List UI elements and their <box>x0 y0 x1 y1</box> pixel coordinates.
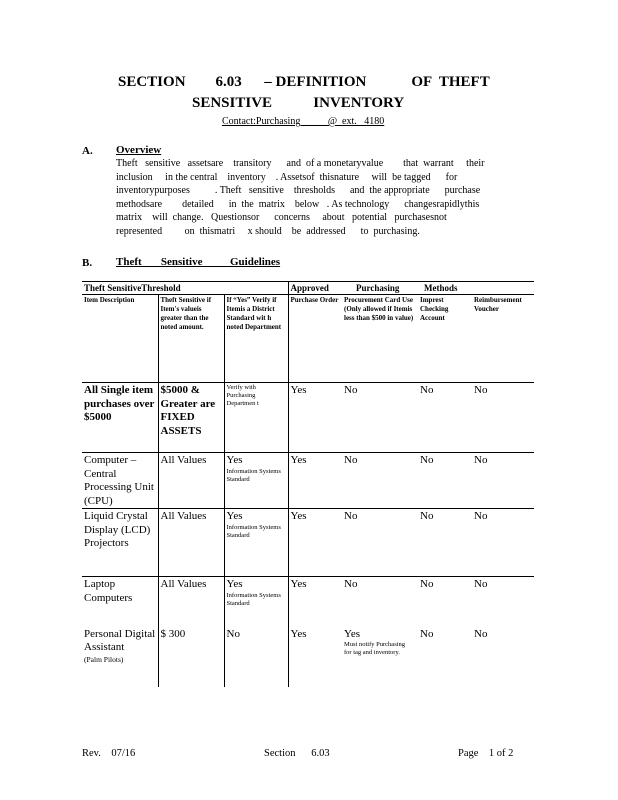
cell-po: Yes <box>288 383 342 453</box>
cell-item: All Single item purchases over $5000 <box>82 383 158 453</box>
overview-line: Theft sensitive assetsare transitory and of a monetaryvalue that warrant their <box>116 158 485 169</box>
cell-imprest: No <box>418 383 472 453</box>
cell-item-text: Personal Digital Assistant <box>84 627 156 653</box>
col-header-verify: If “Yes” Verify if Itemis a District Standard wit h noted Department <box>224 295 288 383</box>
cell-item: Laptop Computers <box>84 578 133 604</box>
cell-item <box>82 627 158 687</box>
col-header-threshold: Theft Sensitive if Item's valueis greater than the noted amount. <box>158 295 224 383</box>
overview-letter: A. <box>82 145 93 157</box>
overview-heading: Overview <box>116 144 162 156</box>
cell-item: Liquid Crystal Display (LCD) Projectors <box>82 509 158 577</box>
cell-verify <box>224 453 288 509</box>
cell-item-note: (Palm Pilots) <box>84 654 124 664</box>
cell-threshold: All Values <box>158 577 224 627</box>
theft-sensitive-matrix <box>82 281 534 687</box>
overview-line: represented on thismatri x should be addressed to purchasing. <box>116 225 420 237</box>
cell-pcard <box>342 627 418 687</box>
cell-reimb: No <box>472 383 534 453</box>
cell-imprest: No <box>418 453 472 509</box>
cell-reimb: No <box>474 578 488 590</box>
overview-body <box>116 157 521 238</box>
table-row <box>82 453 534 509</box>
table-row <box>82 577 534 627</box>
col-header-item: Item Description <box>82 295 158 383</box>
cell-pcard: No <box>342 383 418 453</box>
footer-section: Section 6.03 <box>264 748 330 759</box>
cell-verify-value: Yes <box>226 454 243 466</box>
guidelines-heading: Theft Sensitive Guidelines <box>116 256 281 268</box>
cell-pcard-note: Must notify Purchasing for tag and inventory. <box>344 641 406 656</box>
col-header-pcard: Procurement Card Use (Only allowed if Itemis less than $500 in value) <box>342 295 418 383</box>
cell-verify-value: Yes <box>226 578 243 590</box>
table-row <box>82 383 534 453</box>
cell-po: Yes <box>288 453 342 509</box>
col-header-reimb: Reimbursement Voucher <box>472 295 534 383</box>
cell-verify-note: Verify with Purchasing Departmen t <box>226 384 259 407</box>
cell-reimb: No <box>472 453 534 509</box>
guidelines-letter: B. <box>82 257 93 269</box>
cell-pcard: No <box>344 578 358 590</box>
cell-po: Yes <box>288 577 342 627</box>
overview-line: methodsare detailed in the matrix below . As technology changesrapidlythis <box>116 198 480 210</box>
column-header-row <box>82 295 534 383</box>
group-header-methods: Methods <box>418 282 534 295</box>
cell-po: Yes <box>288 627 342 687</box>
cell-verify <box>224 509 288 577</box>
cell-verify-note: Information Systems Standard <box>226 467 281 483</box>
cell-pcard: No <box>342 453 418 509</box>
cell-verify-note: Information Systems Standard <box>226 591 281 607</box>
footer-revision: Rev. 07/16 <box>82 748 136 759</box>
cell-verify-value: Yes <box>226 510 243 522</box>
cell-verify <box>224 577 288 627</box>
cell-verify: No <box>224 627 288 687</box>
group-header-approved: Approved <box>288 282 342 295</box>
overview-line: matrix will change. Questionsor concerns about potential purchasesnot <box>116 212 447 223</box>
cell-imprest: No <box>420 627 434 640</box>
section-title-line2: SENSITIVE INVENTORY <box>192 95 405 111</box>
cell-reimb: No <box>472 509 534 577</box>
col-header-imprest: Imprest Checking Account <box>418 295 472 383</box>
cell-pcard-value: Yes <box>344 627 361 640</box>
cell-threshold: All Values <box>158 453 224 509</box>
contact-line: Contact:Purchasing @ ext. 4180 <box>222 116 385 127</box>
cell-pcard: No <box>342 509 418 577</box>
cell-imprest: No <box>418 509 472 577</box>
group-header-threshold: Theft SensitiveThreshold <box>82 282 288 295</box>
cell-imprest: No <box>420 578 434 590</box>
section-title-line1: SECTION 6.03 – DEFINITION OF THEFT <box>118 74 490 90</box>
cell-threshold: $5000 & Greater are FIXED ASSETS <box>158 383 224 453</box>
group-header-row <box>82 282 534 295</box>
footer-page-number: Page 1 of 2 <box>458 748 514 759</box>
overview-line: inclusion in the central inventory . Assetsof thisnature will be tagged for <box>116 171 458 183</box>
cell-po: Yes <box>288 509 342 577</box>
cell-verify <box>224 383 288 453</box>
cell-item: Computer – Central Processing Unit (CPU) <box>82 453 158 509</box>
cell-threshold: $ 300 <box>158 627 224 687</box>
cell-verify-note: Information Systems Standard <box>226 523 281 539</box>
cell-reimb: No <box>474 627 488 640</box>
col-header-po: Purchase Order <box>288 295 342 383</box>
table-row <box>82 509 534 577</box>
cell-threshold: All Values <box>158 509 224 577</box>
group-header-purchasing: Purchasing <box>342 282 418 295</box>
overview-line: inventorypurposes . Theft sensitive thresholds and the appropriate purchase <box>116 185 481 196</box>
table-row <box>82 627 534 687</box>
